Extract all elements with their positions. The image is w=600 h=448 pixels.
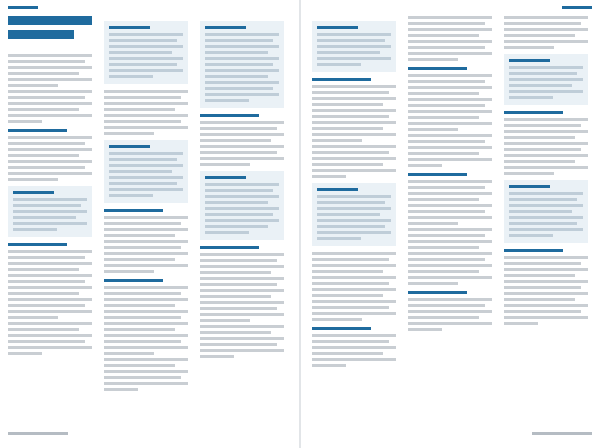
column-5 [408,16,492,334]
section-heading [312,78,371,81]
column-4 [312,16,396,370]
boxout [200,21,284,108]
section-heading [312,327,371,330]
column-2 [104,16,188,394]
boxout [104,21,188,84]
folio-left [8,432,68,435]
section-heading [8,129,67,132]
section-heading [200,246,259,249]
column-1 [8,16,92,358]
running-header-right [562,6,592,9]
boxout [312,21,396,72]
section-heading [408,173,467,176]
page-gutter [299,0,301,448]
boxout [312,183,396,246]
article-title [8,16,92,46]
section-heading [408,67,467,70]
section-heading [8,243,67,246]
section-heading [408,291,467,294]
folio-right [532,432,592,435]
section-heading [504,249,563,252]
section-heading [104,209,163,212]
running-header-left [8,6,38,9]
column-6 [504,16,588,328]
boxout [504,180,588,243]
section-heading [104,279,163,282]
section-heading [504,111,563,114]
boxout [200,171,284,240]
boxout [104,140,188,203]
column-3 [200,16,284,361]
section-heading [200,114,259,117]
boxout [504,54,588,105]
boxout [8,186,92,237]
